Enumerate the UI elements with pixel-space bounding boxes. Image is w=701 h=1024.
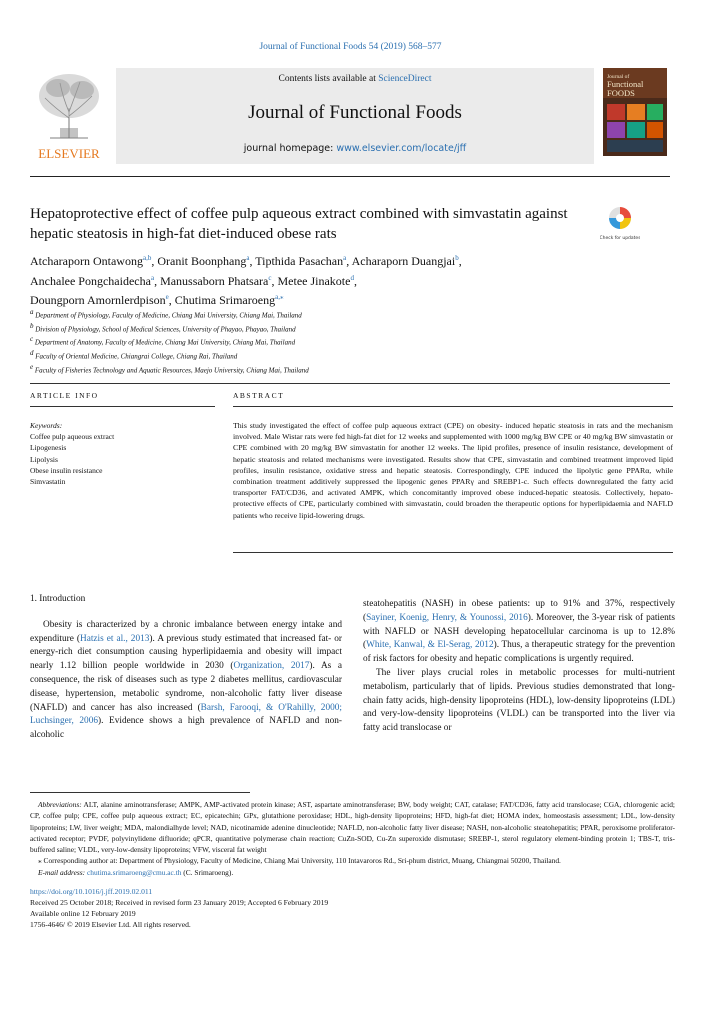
journal-cover-image bbox=[603, 68, 667, 156]
affiliations bbox=[30, 307, 630, 376]
journal-header-box bbox=[116, 68, 594, 164]
publication-info bbox=[30, 886, 675, 930]
journal-title: Journal of Functional Foods bbox=[248, 102, 462, 123]
article-title: Hepatoprotective effect of coffee pulp aqueous extract combined with simvastatin against hepatic steatosis in high-fat diet-induced obese rats bbox=[30, 206, 568, 242]
svg-text:FOODS: FOODS bbox=[607, 88, 635, 98]
paragraph: Obesity is characterized by a chronic imbalance between energy intake and expenditure (Hatzis et al., 2013). A previous study estimated that increased fat- or energy-rich diet consumption causing hyperlipidaemia and obesity will impact nearly 1.12 billion people worldwide in 2030 (Organization, 2017). As a consequence, the risk of diseases such as type 2 diabetes mellitus, cardiovascular disease, hypertension, metabolic syndrome, non-alcoholic fatty liver disease (NAFLD) and cancer has also increased (Barsh, Farooqi, & O'Rahilly, 2000; Luchsinger, 2006). Evidence shows a high prevalence of NAFLD and non-alcoholic bbox=[30, 619, 343, 741]
contents-prefix: Contents lists available at bbox=[278, 74, 379, 84]
article-info-rule bbox=[30, 406, 215, 407]
footnote-rule bbox=[30, 792, 250, 793]
author[interactable]: Chutima Srimaroeng$^{a,⁎}$ bbox=[174, 293, 284, 307]
homepage-link[interactable]: www.elsevier.com/locate/jff bbox=[336, 143, 467, 154]
abstract-bottom-rule bbox=[233, 552, 673, 553]
svg-text:Check for updates: Check for updates bbox=[600, 236, 640, 241]
body-column-left bbox=[30, 593, 342, 743]
journal-homepage bbox=[116, 143, 594, 154]
keyword: Coffee pulp aqueous extract bbox=[30, 432, 115, 442]
paragraph: The liver plays crucial roles in metabolic processes for multi-nutrient metabolism, particularly that of lipids. Previous studies demonstrated that long-chain fatty acids, high-density lipoproteins (HDL), low-density lipoproteins (LDL) and very-low-density lipoproteins (VLDL) can be transported into the liver via fatty acid translocase or bbox=[363, 667, 675, 734]
citation-link[interactable]: Organization, 2017 bbox=[233, 661, 310, 672]
abstract-rule bbox=[233, 406, 673, 407]
citation-link[interactable]: White, Kanwal, & El-Serag, 2012 bbox=[366, 640, 494, 651]
paragraph: steatohepatitis (NASH) in obese patients: up to 91% and 37%, respectively (Sayiner, Koenig, Henry, & Younossi, 2016). Moreover, the 3-year risk of patients with NAFLD or NASH developing hepatocellular carcinoma is up to 12.8% (White, Kanwal, & El-Serag, 2012). Thus, a therapeutic strategy for the prevention of risk factors for obesity and hepatic complications is urgently required. bbox=[363, 599, 675, 665]
keyword: Obese insulin resistance bbox=[30, 465, 103, 475]
citation-link[interactable]: Sayiner, Koenig, Henry, & Younossi, 2016 bbox=[366, 612, 528, 623]
keywords-label: Keywords: bbox=[30, 421, 63, 430]
author[interactable]: Doungporn Amornlerdpison$^e$ bbox=[30, 293, 169, 307]
svg-text:Journal of: Journal of bbox=[607, 74, 630, 80]
article-info-heading: ARTICLE INFO bbox=[30, 391, 99, 400]
keywords-block bbox=[30, 420, 210, 487]
available-online: Available online 12 February 2019 bbox=[30, 909, 136, 918]
affiliation: $^a$ Department of Physiology, Faculty of Medicine, Chiang Mai University, Chiang Mai, Thailand bbox=[30, 308, 302, 320]
affiliation: $^e$ Faculty of Fisheries Technology and Aquatic Resources, Maejo University, Chiang Mai, Thailand bbox=[30, 362, 309, 375]
keyword: Lipogenesis bbox=[30, 443, 67, 453]
author-list: Atcharaporn Ontawong$^{a,b}$, Oranit Boonphang$^a$, Tipthida Pasachan$^a$, Acharaporn Duangjai$^b$, Anchalee Pongchaidecha$^a$, Manussaborn Phatsara$^c$, Metee Jinakote$^d$, Doungporn Amornlerdpison$^e$, Chutima Srimaroeng$^{a,⁎}$ bbox=[30, 254, 462, 307]
sciencedirect-link[interactable]: ScienceDirect bbox=[378, 74, 432, 84]
journal-citation[interactable]: Journal of Functional Foods 54 (2019) 568–577 bbox=[259, 42, 442, 52]
email-line: E-mail address: chutima.srimaroeng@cmu.ac.th (C. Srimaroeng). bbox=[38, 867, 234, 877]
footnotes bbox=[30, 799, 675, 878]
author[interactable]: Atcharaporn Ontawong$^{a,b}$ bbox=[30, 254, 152, 268]
author[interactable]: Oranit Boonphang$^a$ bbox=[157, 254, 250, 268]
check-for-updates-badge[interactable] bbox=[600, 204, 640, 248]
author[interactable]: Anchalee Pongchaidecha$^a$ bbox=[30, 273, 155, 288]
svg-text:ELSEVIER: ELSEVIER bbox=[38, 146, 100, 161]
homepage-prefix: journal homepage: bbox=[243, 143, 337, 154]
citation-link[interactable]: Barsh, Farooqi, & O'Rahilly, 2000; Luchsinger, 2006 bbox=[30, 702, 342, 727]
abstract-heading: ABSTRACT bbox=[233, 391, 285, 400]
section-heading: 1. Introduction bbox=[30, 594, 86, 604]
svg-text:Functional: Functional bbox=[607, 79, 644, 89]
author[interactable]: Acharaporn Duangjai$^b$ bbox=[351, 254, 459, 268]
journal-banner bbox=[30, 64, 670, 169]
contents-line bbox=[116, 74, 594, 84]
abbreviations: Abbreviations: ALT, alanine aminotransferase; AMPK, AMP-activated protein kinase; AST, aspartate aminotransferase; BW, body weight; CAT, catalase; FAT/CD36, fatty acid translocase; CGA, chlorogenic acid; CP, coffee pulp; CPE, coffee pulp aqueous extract; EC, epicatechin; GPx, glutathione peroxidase; HDL, high-density lipoproteins; HFD, high-fat diet; HOMA index, homeostasis assessment; LDL, low-density lipoproteins; LW, liver weight; MDA, malondialhyde level; NAD, nicotinamide adenine dinucleotide; NAFLD, non-alcoholic fatty liver disease; NASH, non-alcoholic steatohepatitis; PPAR, peroxisome proliferator-activated receptor; PVDF, polyvinylidene difluoride; qPCR, quantitative polymerase chain reaction; CuZn-SOD, Cu-Zn superoxide dismutase; SREBP-1, sterol regulatory element-binding protein 1; TBS-T, tris-buffered saline; VLDL, very-low-density lipoproteins; VFW, visceral fat weight bbox=[30, 800, 675, 855]
abstract-text: This study investigated the effect of coffee pulp aqueous extract (CPE) on obesity- induced hepatic steatosis in rats and the mechanism involved. Male Wistar rats were fed high-fat diet for 12 weeks and supplemented with 1000 mg/kg BW CPE or 40 mg/kg BW simvastatin or CPE combined with 20 mg/kg BW simvastatin for another 12 weeks. The lipid profiles, presence of insulin resistance, development of hepatic steatosis and related mechanisms were investigated. Results show that CPE, simvastatin and combined treatment improved lipid profiles, insulin resistance, oxidative stress and hepatic steatosis. Correspondingly, CPE induced the lipolytic gene PPARα, while combination treatment additively suppressed the lipogenic genes PPARγ and SREBP1-c. Such effects downregulated the fatty acid transporter FAT/CD36, and activated AMPK, which concomitantly improved obese induced-hepatic steatosis. Collectively, hepato-protective effects of CPE, particularly combined with simvastatin, could broaden the therapeutic options for hyperlipidaemia and NAFLD patients who receive lipid-lowering drugs. bbox=[233, 421, 673, 520]
received-dates: Received 25 October 2018; Received in revised form 23 January 2019; Accepted 6 February 2019 bbox=[30, 898, 329, 907]
affiliation: $^c$ Department of Anatomy, Faculty of Medicine, Chiang Mai University, Chiang Mai, Thailand bbox=[30, 335, 296, 347]
affiliation: $^b$ Division of Physiology, School of Medical Sciences, University of Phayao, Phayao, Thailand bbox=[30, 321, 296, 334]
keyword: Simvastatin bbox=[30, 477, 66, 487]
author[interactable]: Metee Jinakote$^d$ bbox=[277, 273, 354, 288]
elsevier-logo bbox=[30, 68, 108, 162]
author[interactable]: Manussaborn Phatsara$^c$ bbox=[160, 273, 272, 288]
affiliation: $^d$ Faculty of Oriental Medicine, Chiangrai College, Chiang Rai, Thailand bbox=[30, 349, 238, 361]
citation-link[interactable]: Hatzis et al., 2013 bbox=[79, 633, 150, 644]
header-rule bbox=[30, 176, 670, 177]
copyright: 1756-4646/ © 2019 Elsevier Ltd. All rights reserved. bbox=[30, 920, 191, 929]
doi-link[interactable]: https://doi.org/10.1016/j.jff.2019.02.011 bbox=[30, 887, 153, 896]
author[interactable]: Tipthida Pasachan$^a$ bbox=[255, 254, 347, 268]
corresponding-author: ⁎ Corresponding author at: Department of Physiology, Faculty of Medicine, Chiang Mai University, 110 Intavaroros Rd., Sri-phum district, Muang, Chiangmai 50200, Thailand. bbox=[38, 856, 561, 866]
body-column-right bbox=[363, 598, 675, 736]
divider bbox=[30, 383, 670, 384]
email-link[interactable]: chutima.srimaroeng@cmu.ac.th bbox=[87, 867, 182, 877]
keyword: Lipolysis bbox=[30, 454, 58, 464]
